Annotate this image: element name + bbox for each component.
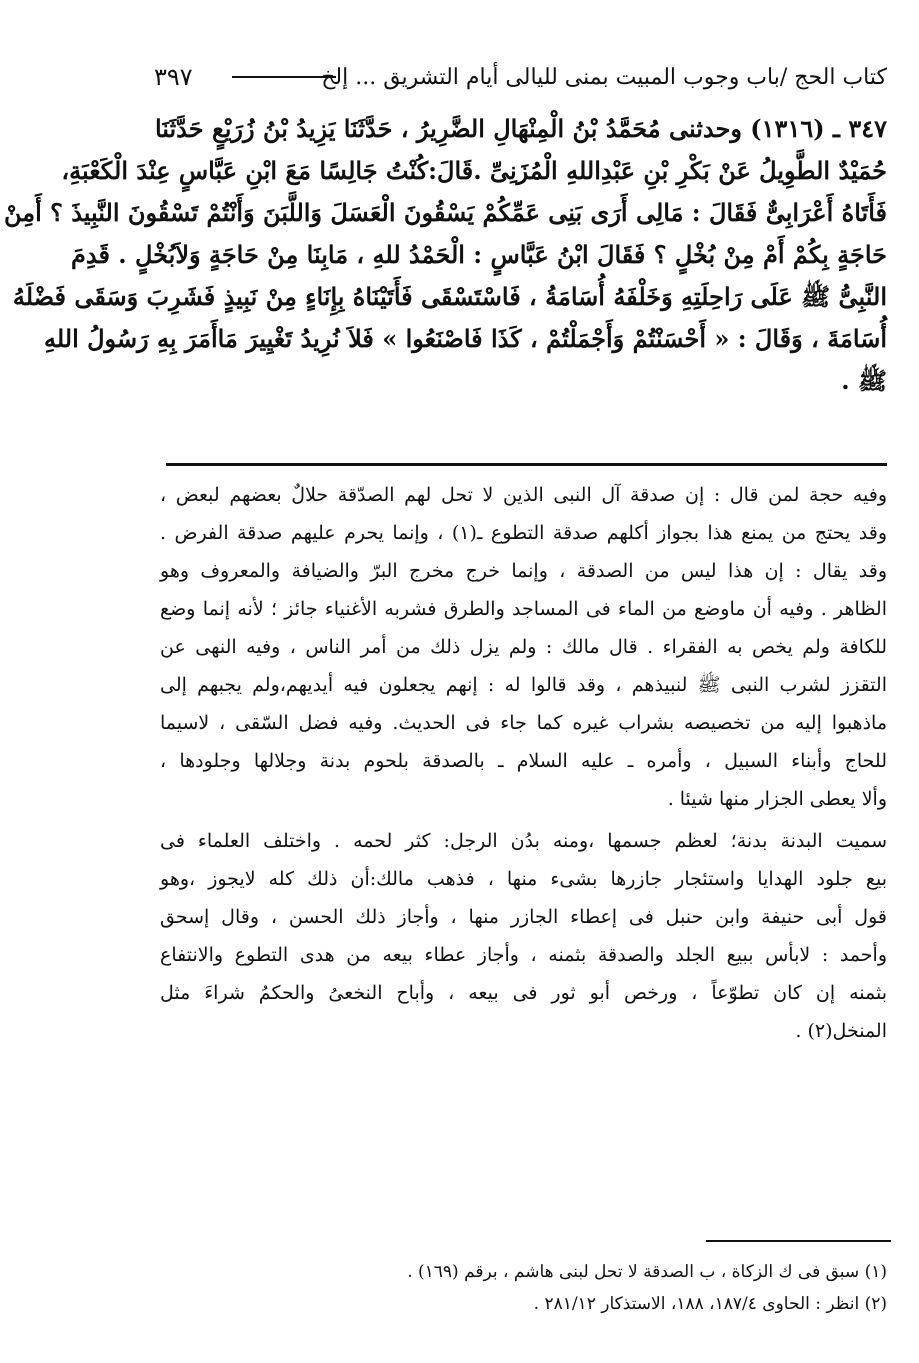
commentary-line: للكافة ولم يخص به الفقراء . قال مالك : ولم يزل ذلك من أمر الناس ، وفيه النهى عن: [160, 636, 887, 658]
page-number: ٣٩٧: [154, 63, 193, 91]
footnote: (٢) انظر : الحاوى ١٨٧/٤، ١٨٨، الاستذكار ٢٨١/١٢ .: [533, 1294, 887, 1314]
commentary-line: وفيه حجة لمن قال : إن صدقة آل النبى الذين لا تحل لهم الصدّقة حلالٌ بعضهم لبعض ،: [160, 484, 887, 506]
commentary-paragraph-1: [160, 476, 887, 818]
commentary-line: بيع جلود الهدايا واستئجار جازرها بشىء منها ، فذهب مالك:أن ذلك كله لايجوز ،وهو: [160, 868, 887, 890]
footnote: (١) سبق فى ك الزكاة ، ب الصدقة لا تحل لبنى هاشم ، برقم (١٦٩) .: [407, 1262, 887, 1282]
commentary-line: سميت البدنة بدنة؛ لعظم جسمها ،ومنه بدُن الرجل: كثر لحمه . واختلف العلماء فى: [160, 830, 887, 852]
hadith-line: ٣٤٧ ـ (١٣١٦) وحدثنى مُحَمَّدُ بْنُ الْمِنْهَالِ الضَّرِيرُ ، حَدَّثَنَا يَزِيدُ بْنُ زُرَيْعٍ حَدَّثَنَا: [154, 114, 887, 143]
commentary-line: وقد يحتج من يمنع هذا بجواز أكلهم صدقة التطوع ـ(١) ، وإنما يحرم عليهم صدقة الفرض .: [160, 522, 887, 544]
commentary-line: الظاهر . وفيه أن ماوضع من الماء فى المساجد والطرق فشربه الأغنياء جائز ؛ لأنه إنما وضع: [160, 598, 887, 620]
commentary-line: وألا يعطى الجزار منها شيئا .: [667, 788, 887, 810]
commentary-line: بثمنه إن كان تطوّعاً ، ورخص أبو ثور فى بيعه ، وأباح النخعىُ والحكمُ شراءَ مثل: [160, 982, 887, 1004]
hadith-line: النَّبِىُّ ﷺ عَلَى رَاحِلَتِهِ وَخَلْفَهُ أُسَامَةُ ، فَاسْتَسْقَى فَأَتَيْنَاهُ بِإِنَاءٍ مِنْ نَبِيذٍ فَشَرِبَ وَسَقَى فَضْلَهُ: [12, 282, 887, 311]
footnotes: [300, 1256, 887, 1320]
hadith-line: ﷺ .: [841, 366, 887, 395]
commentary-paragraph-2: [160, 822, 887, 1050]
chapter-title: كتاب الحج /باب وجوب المبيت بمنى لليالى أيام التشريق ... إلخ: [321, 64, 887, 90]
commentary-line: للحاج وأبناء السبيل ، وأمره ـ عليه السلام ـ بالصدقة بلحوم بدنة وجلالها وجلودها ،: [160, 750, 887, 772]
commentary-line: وقد يقال : إن هذا ليس من الصدقة ، وإنما خرج مخرج البرّ والضيافة والمعروف وهو: [160, 560, 887, 582]
footnote-rule: [706, 1240, 891, 1242]
commentary-line: قول أبى حنيفة وابن حنبل فى إعطاء الجازر منها ، وأجاز ذلك الحسن ، وقال إسحق: [160, 906, 887, 928]
section-separator: [166, 463, 887, 466]
hadith-line: فَأَتَاهُ أَعْرَابِىٌّ فَقَالَ : مَالِى أَرَى بَنِى عَمِّكُمْ يَسْقُونَ الْعَسَلَ وَاللَّبَنَ وَأَنْتُمْ تَسْقُونَ النَّبِيذَ ؟ أَمِنْ: [3, 198, 887, 227]
commentary-line: التقزز لشرب النبى ﷺ لنبيذهم ، وقد قالوا له : إنهم يجعلون فيه أيديهم،ولم يجبهم إلى: [160, 674, 887, 696]
hadith-line: حَاجَةٍ بِكُمْ أَمْ مِنْ بُخْلٍ ؟ فَقَالَ ابْنُ عَبَّاسٍ : الْحَمْدُ للهِ ، مَابِنَا مِنْ حَاجَةٍ وَلاَبُخْلٍ . قَدِمَ: [70, 240, 887, 269]
header-rule: [232, 76, 336, 78]
hadith-line: أُسَامَةَ ، وَقَالَ : « أَحْسَنْتُمْ وَأَجْمَلْتُمْ ، كَذَا فَاصْنَعُوا » فَلاَ نُرِيدُ تَغْيِيرَ مَاأَمَرَ بِهِ رَسُولُ اللهِ: [43, 324, 887, 353]
commentary-line: ماذهبوا إليه من تخصيصه بشراب غيره كما جاء فى الحديث. وفيه فضل السّقى ، لاسيما: [160, 712, 887, 734]
hadith-line: حُمَيْدٌ الطَّوِيلُ عَنْ بَكْرِ بْنِ عَبْدِاللهِ الْمُزَنِىِّ .قَالَ:كُنْتُ جَالِسًا مَعَ ابْنِ عَبَّاسٍ عِنْدَ الْكَعْبَةِ،: [61, 156, 887, 185]
commentary-line: وأحمد : لابأس ببيع الجلد والصدقة بثمنه ، وأجاز عطاء بيعه من هدى التطوع والانتفاع: [160, 944, 887, 966]
hadith-text: [3, 108, 887, 402]
commentary-line: المنخل(٢) .: [795, 1020, 887, 1042]
